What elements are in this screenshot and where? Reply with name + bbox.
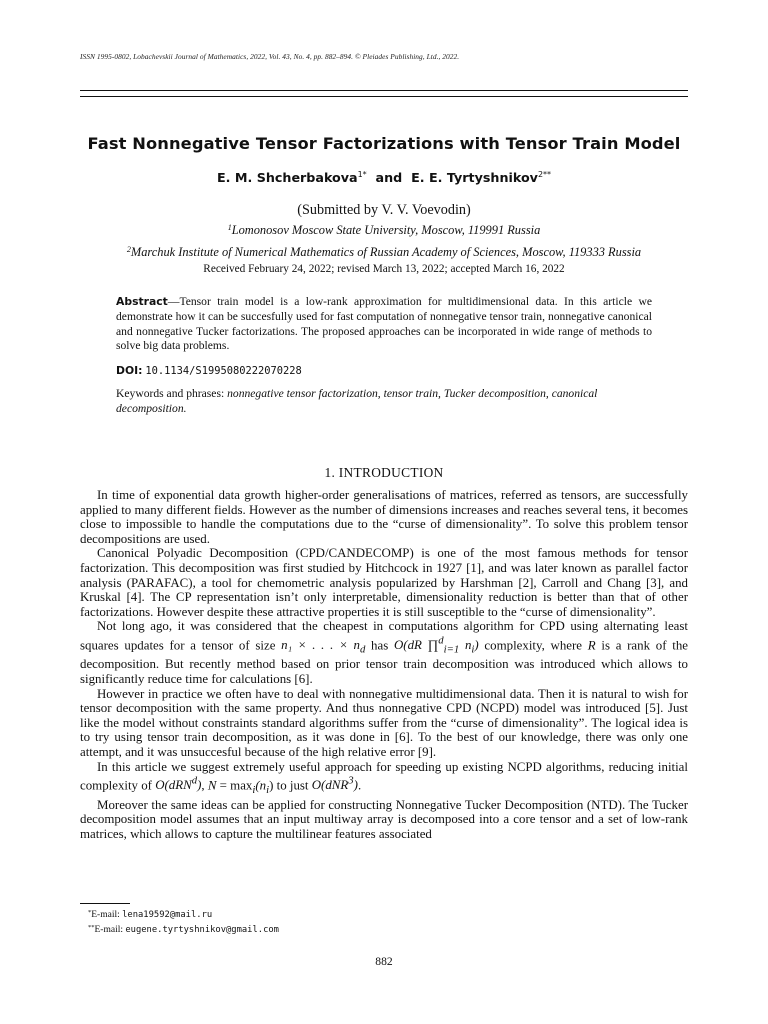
affiliation-1-mark: 1 (227, 223, 232, 232)
math-size-main: n₁ × . . . × n (281, 638, 360, 653)
paragraph-5 (80, 760, 688, 798)
p5-text-c: to just (273, 778, 312, 793)
paper-title: Fast Nonnegative Tensor Factorizations with Tensor Train Model (87, 134, 681, 153)
submitted-by: (Submitted by V. V. Voevodin) (297, 202, 471, 218)
paragraph-2: Canonical Polyadic Decomposition (CPD/CANDECOMP) is one of the most famous methods for tensor factorization. This decomposition was first studied by Hitchcock in 1927 [1], and was later known as parallel factor analysis (PARAFAC), a tool for chemometric analysis popularized by Harshman [2], Carroll and Chang [3], and Kruskal [4]. The CP representation isn’t only interpretable, dimensionality reduction is better than that of other factorizations. However despite these attractive properties it is still susceptible to the “curse of dimensionality”. (80, 546, 688, 619)
footnote-1 (88, 909, 212, 920)
math-initial-complexity (155, 775, 202, 793)
math-max-sub: i (252, 784, 256, 797)
keywords-label: Keywords and phrases: (116, 387, 228, 400)
author-1-mark: 1* (357, 170, 367, 179)
math-max-arg-sub: i (266, 784, 270, 797)
math-rank: R (587, 638, 596, 653)
body-text (80, 488, 688, 841)
math-max-close: ) (269, 778, 274, 793)
author-1: E. M. Shcherbakova (216, 170, 358, 185)
doi-line (116, 364, 652, 379)
abstract-label: Abstract (116, 295, 168, 308)
p3-text-a: Not long ago, it was considered that the cheapest in computations algorithm for CPD using alternating least squares updates for a tensor of size (80, 619, 688, 653)
p3-text-d: is a rank of the decomposition. But recently method based on prior tensor train decomposition was introduced which allows to significantly reduce time for calculations [6]. (80, 638, 688, 686)
math-n-symbol: N (207, 778, 217, 793)
footnote-2-mark: ** (88, 924, 95, 931)
affiliation-2 (0, 245, 768, 260)
paragraph-6: Moreover the same ideas can be applied for constructing Nonnegative Tucker Decomposition (NTD). The Tucker decomposition model assumes that an input multiway array is decomposed into a core tensor and a set of low-rank matrices, which allows to capture the multilinear features associated (80, 797, 688, 841)
footnote-1-mark: * (88, 909, 92, 916)
math-prod-sup: d (438, 634, 444, 647)
received-dates: Received February 24, 2022; revised March 13, 2022; accepted March 16, 2022 (203, 263, 565, 275)
p3-text-b: has (365, 638, 394, 653)
header-rule-bottom (80, 96, 688, 97)
p3-text-c: complexity, where (478, 638, 588, 653)
math-prod-sub: i=1 (443, 643, 460, 656)
author-line (0, 170, 768, 185)
abstract-text: —Tensor train model is a low-rank approximation for multidimensional data. In this article we demonstrate how it can be succesfully used for fast computation of nonnegative tensor train, nonnegative canonical and nonnegative Tucker factorizations. The proposed approaches can be incorporated in wide range of methods to solve big data problems. (116, 295, 652, 353)
header-rule-top (80, 90, 688, 91)
math-complexity-main: O(dR ∏ (393, 638, 439, 653)
section-heading-introduction: 1. INTRODUCTION (324, 465, 444, 480)
footnote-rule (80, 903, 130, 904)
math-size-sub: d (359, 643, 366, 656)
abstract (116, 295, 652, 354)
p5-text-b: , (201, 778, 208, 793)
math-max: = max (216, 778, 253, 793)
paragraph-3 (80, 619, 688, 686)
paragraph-4: However in practice we often have to deal with nonnegative multidimensional data. Then it is natural to wish for tensor decomposition with the same property. And thus nonnegative CPD (NCPD) model was introduced [5]. Just like the model without constraints standard algorithms suffer from the “curse of dimensionality”. The logical idea is to try using tensor train decomposition, as it was done in [6]. To the best of our knowledge, there was only one attempt, and it was unsuccesful because of the high relative error [9]. (80, 686, 688, 759)
math-final-main: O(dNR (311, 778, 349, 793)
footnote-2-label: E-mail: (94, 925, 126, 935)
author-2: E. E. Tyrtyshnikov (411, 170, 538, 185)
author-conjunction: and (375, 170, 403, 185)
doi-link[interactable]: 10.1134/S1995080222070228 (145, 365, 302, 377)
footnote-2-email[interactable]: eugene.tyrtyshnikov@gmail.com (125, 925, 279, 935)
affiliation-1 (0, 223, 768, 238)
math-complexity-close: ) (474, 638, 479, 653)
affiliation-1-text: Lomonosov Moscow State University, Moscow, 119991 Russia (231, 223, 541, 237)
math-initial-main: O(dRN (155, 778, 192, 793)
author-2-mark: 2** (537, 170, 552, 179)
p5-text-a: In this article we suggest extremely useful approach for speeding up existing NCPD algorithms, reducing initial complexity of (80, 759, 688, 793)
math-tensor-size (281, 638, 366, 656)
math-prod-term: n (459, 638, 472, 653)
doi-label: DOI: (116, 364, 143, 377)
page-number: 882 (375, 955, 393, 968)
footnote-2 (88, 924, 279, 935)
keywords-text: nonnegative tensor factorization, tensor train, Tucker decomposition, canonical decomposition. (116, 387, 598, 415)
math-initial-sup: d (191, 775, 198, 788)
p5-text-d: . (357, 778, 362, 793)
affiliation-2-mark: 2 (126, 245, 131, 254)
footnote-1-label: E-mail: (91, 910, 123, 920)
paragraph-1: In time of exponential data growth higher-order generalisations of matrices, referred as tensors, are successfully applied to many different fields. However as the number of dimensions increases and reaches several tens, it becomes close to impossible to handle the computations due to the “curse of dimensionality”. To solve this problem tensor decompositions are used. (80, 488, 688, 546)
journal-header-line: ISSN 1995-0802, Lobachevskii Journal of Mathematics, 2022, Vol. 43, No. 4, pp. 882–894. © Pleiades Publishing, Ltd., 2022. (80, 52, 460, 61)
math-complexity (393, 634, 479, 656)
math-max-arg: (n (255, 778, 267, 793)
math-final-complexity (311, 775, 358, 793)
math-final-sup: 3 (348, 775, 354, 788)
affiliation-2-text: Marchuk Institute of Numerical Mathematics of Russian Academy of Sciences, Moscow, 119333 Russia (130, 245, 642, 259)
math-final-close: ) (353, 778, 358, 793)
keywords (116, 387, 652, 417)
footnote-1-email[interactable]: lena19592@mail.ru (122, 910, 213, 920)
math-prod-term-sub: i (471, 643, 475, 656)
math-initial-close: ) (197, 778, 202, 793)
